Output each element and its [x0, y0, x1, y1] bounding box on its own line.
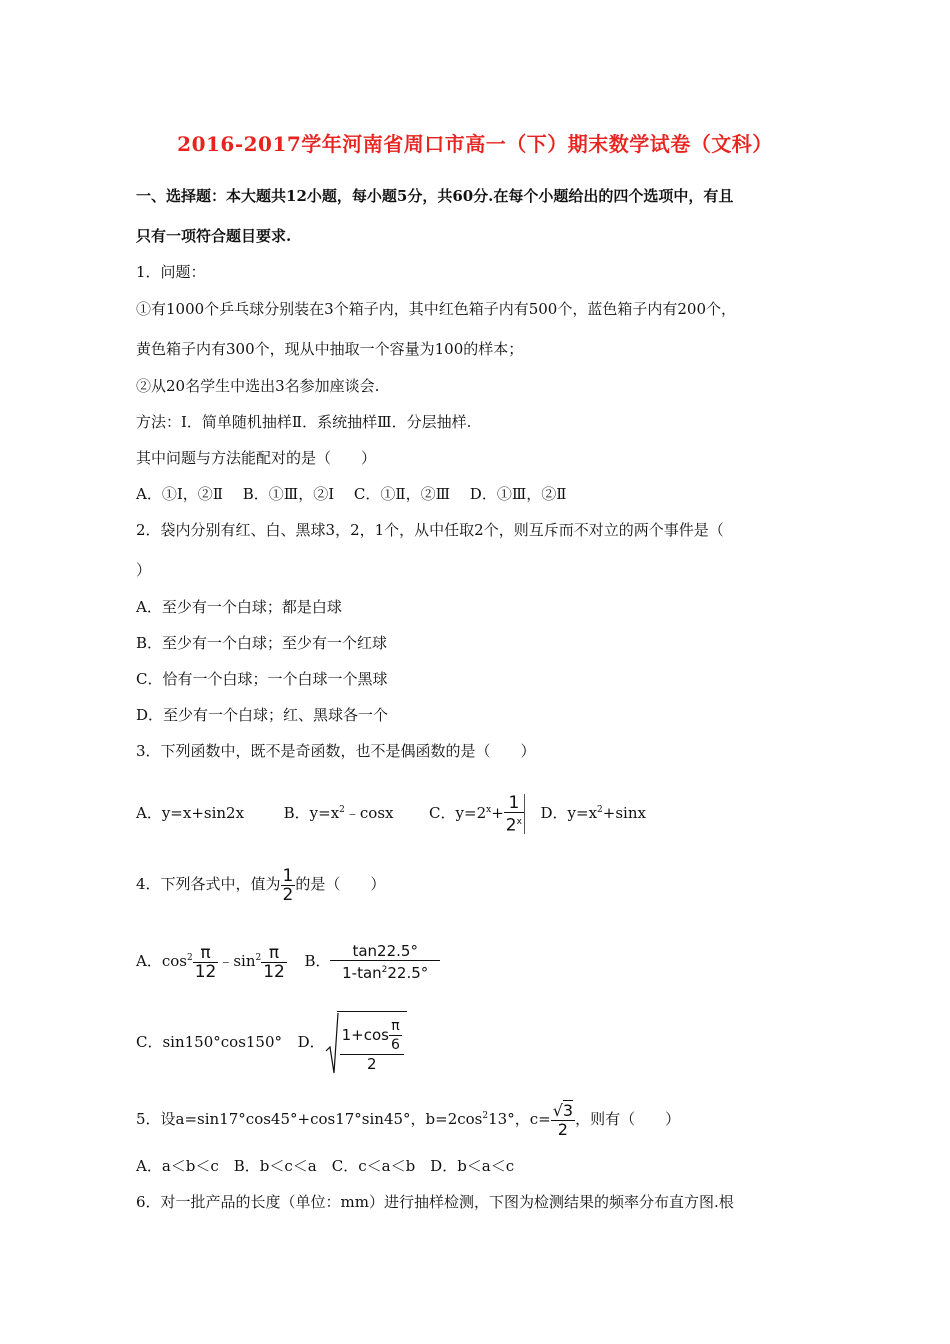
page-title: 2016-2017学年河南省周口市高一（下）期末数学试卷（文科） [177, 132, 773, 156]
q2-option-d: D．至少有一个白球；红、黑球各一个 [136, 706, 389, 724]
q3-options [136, 788, 646, 835]
section-heading-line2: 只有一项符合题目要求. [136, 227, 292, 245]
q1-line1: ①有1000个乒乓球分别装在3个箱子内，其中红色箱子内有500个，蓝色箱子内有200个， [136, 300, 736, 318]
q5-stem: 5．设a=sin17°cos45°+cos17°sin45°，$b=2\cos^213^\circ$，c= $\frac{√3}{2}$ ，则有（ ） [136, 1100, 681, 1139]
q4-option-d: D． 1+cos $\frac{\pi}{6}$ 2 [298, 1033, 407, 1051]
q1-line2: 黄色箱子内有300个，现从中抽取一个容量为100的样本； [136, 340, 524, 358]
q1-line5: 其中问题与方法能配对的是（ ） [136, 449, 377, 467]
q2-stem-line2: ） [136, 561, 152, 579]
q1-head: 1．问题： [136, 263, 206, 281]
q2-stem-line1: 2．袋内分别有红、白、黑球3，2，1个，从中任取2个，则互斥而不对立的两个事件是（ [136, 521, 724, 539]
q3-option-b: B．$y=x^2﹣\cos x$ [283, 804, 394, 822]
q3-option-d: D．$y=x^2+\sin x$ [540, 804, 646, 822]
q2-option-b: B．至少有一个白球；至少有一个红球 [136, 634, 388, 652]
q1-line4: 方法：Ⅰ．简单随机抽样Ⅱ．系统抽样Ⅲ．分层抽样. [136, 413, 472, 431]
q1-options: A．①Ⅰ，②Ⅱ B．①Ⅲ，②Ⅰ C．①Ⅱ，②Ⅲ D．①Ⅲ，②Ⅱ [136, 485, 567, 503]
q2-option-a: A．至少有一个白球；都是白球 [136, 598, 342, 616]
q6-stem-line1: 6．对一批产品的长度（单位：mm）进行抽样检测，下图为检测结果的频率分布直方图.根 [136, 1193, 734, 1211]
sqrt-icon: 1+cos $\frac{\pi}{6}$ 2 [325, 1011, 407, 1076]
q5-options: A．a＜b＜c B．b＜c＜a C．c＜a＜b D．b＜a＜c [136, 1157, 515, 1175]
q4-option-c: C．sin150°cos150° [136, 1033, 283, 1051]
q4-option-b: B． $\frac{\tan 22.5^\circ}{1-\tan^222.5^\circ}$ [304, 952, 440, 970]
section-heading-line1: 一、选择题：本大题共12小题，每小题5分，共60分.在每个小题给出的四个选项中，有且 [136, 187, 734, 205]
q4-stem: 4．下列各式中，值为 $\frac{1}{2}$ 的是（ ） [136, 865, 386, 905]
q3-stem: 3．下列函数中，既不是奇函数，也不是偶函数的是（ ） [136, 742, 536, 760]
q4-options-ab [136, 936, 440, 983]
q4-option-a: A．$\cos^2$ $\frac{\pi}{12}$ $﹣\sin^2$ $\frac{\pi}{12}$ [136, 942, 285, 982]
q2-option-c: C．恰有一个白球；一个白球一个黑球 [136, 670, 388, 688]
q3-option-c: C．$y=2^x+$ $\frac{1}{2^x}$ [429, 804, 525, 822]
q4-options-cd [136, 1010, 407, 1076]
q1-line3: ②从20名学生中选出3名参加座谈会. [136, 377, 380, 395]
q3-option-a: A．y=x+sin2x [136, 804, 245, 822]
